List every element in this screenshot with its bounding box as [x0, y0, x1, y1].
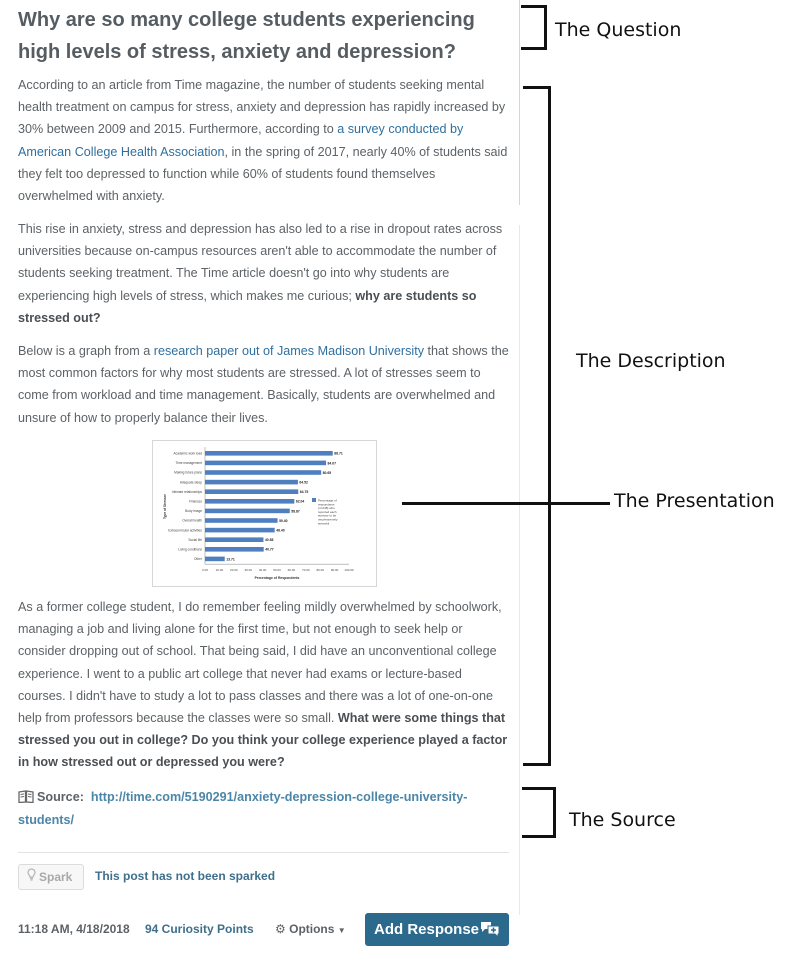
post-title: Why are so many college students experiencing high levels of stress, anxiety and depression?	[18, 9, 475, 63]
paragraph-experience-text: As a former college student, I do remember feeling mildly overwhelmed by schoolwork, managing a job and living alone for the first time, but not enough to seek help or consider dropping out of school. That being said, I did have an unconventional college experience. I went to a public art college that never had exams or lecture-based courses. I didn't have to study a lot to pass classes and there was a lot of one-on-one help from professors because the classes were so small.	[18, 600, 502, 726]
curiosity-points-link[interactable]: 94 Curiosity Points	[145, 922, 254, 936]
chart-bar	[205, 518, 278, 523]
question-bracket	[521, 5, 547, 50]
paragraph-graph-text-end: that shows the most common factors for why most students are stressed. A lot of stresses seem to come from workload and time management. Basically, students are overwhelmed and unsure of how to properly balance their lives.	[18, 344, 509, 425]
source-line	[18, 786, 512, 831]
chart-bar	[205, 547, 264, 552]
chart-x-axis-label: Percentage of Respondents	[254, 576, 300, 581]
options-label: Options	[289, 922, 335, 936]
chart-bar	[205, 461, 326, 466]
caret-down-icon: ▼	[337, 926, 346, 935]
lightbulb-icon	[27, 865, 36, 889]
presentation-pointer-line	[402, 502, 610, 505]
chart-x-tick: 100.00	[344, 568, 354, 573]
column-divider	[519, 0, 520, 205]
label-the-description: The Description	[576, 350, 726, 372]
paragraph-graph-intro	[18, 340, 512, 429]
paragraph-graph-text: Below is a graph from a	[18, 344, 154, 358]
question-bold-1: why are students so stressed out?	[18, 288, 477, 325]
chart-category-label: Making future plans	[174, 470, 202, 475]
chart-bar	[205, 499, 294, 504]
chart-x-tick: 60.00	[287, 568, 296, 573]
source-bracket	[522, 787, 556, 838]
chart-bar	[205, 470, 321, 475]
label-the-source: The Source	[569, 809, 676, 831]
post-timestamp: 11:18 AM, 4/18/2018	[18, 922, 130, 936]
paragraph-experience	[18, 596, 512, 774]
spark-label: Spark	[39, 870, 73, 884]
survey-link[interactable]: a survey conducted by American College Health Association	[18, 122, 464, 159]
book-icon	[18, 790, 34, 803]
chart-category-label: Adequate sleep	[179, 480, 202, 485]
chart-x-tick: 90.00	[330, 568, 339, 573]
chart-y-axis-label: Type of Stressor	[163, 494, 167, 520]
chart-data-label: 88.71	[334, 451, 343, 456]
chart-category-label: Social life	[188, 537, 202, 542]
add-response-label: Add Response	[374, 921, 480, 938]
chart-x-tick: 80.00	[316, 568, 324, 573]
column-divider-lower	[519, 225, 520, 915]
chart-category-label: Extracurricular activities	[168, 528, 202, 533]
footer-separator	[18, 852, 509, 853]
chart-bar	[205, 528, 275, 533]
spark-status: This post has not been sparked	[95, 869, 276, 883]
chart-bar	[205, 557, 225, 562]
chart-data-label: 58.87	[291, 509, 300, 514]
add-response-button[interactable]	[365, 913, 509, 946]
question-bold-2: What were some things that stressed you out in college? Do you think your college experience played a factor in how stressed out or depressed you were?	[18, 711, 508, 770]
paragraph-intro	[18, 74, 512, 207]
chart-legend-text: Percentage of respondents (n=248) who reported each stressor to be very/extremely stressful	[318, 498, 338, 526]
paragraph-dropout	[18, 218, 512, 329]
chart-category-label: Time management	[175, 461, 202, 466]
chart-x-tick: 40.00	[258, 568, 267, 573]
chart-x-tick: 20.00	[230, 568, 238, 573]
chart-data-label: 64.75	[299, 490, 309, 495]
spark-button[interactable]	[18, 864, 84, 890]
chart-x-tick: 0.00	[202, 568, 208, 573]
paragraph-dropout-text: This rise in anxiety, stress and depression has also led to a rise in dropout rates across universities because on-campus resources aren't able to accommodate the number of students seeking treatment. The Time article doesn't go into why students are experiencing high levels of stress, which makes me curious;	[18, 222, 503, 303]
chart-category-label: Intimate relationships	[171, 489, 202, 494]
chart-x-tick: 30.00	[244, 568, 252, 573]
chart-bar	[205, 451, 333, 456]
chart-legend-swatch	[312, 498, 316, 502]
chart-category-label: Body image	[185, 509, 202, 514]
chart-data-label: 40.58	[264, 538, 274, 543]
gear-icon: ⚙	[275, 922, 286, 936]
chart-data-label: 40.77	[265, 547, 274, 552]
chart-category-label: Finances	[189, 499, 202, 504]
chart-data-label: 13.71	[226, 557, 235, 562]
research-paper-link[interactable]: research paper out of James Madison University	[153, 344, 424, 358]
add-comment-icon	[480, 921, 500, 938]
label-the-question: The Question	[555, 19, 682, 41]
chart-bar	[205, 509, 290, 514]
chart-category-label: Overall health	[182, 518, 202, 523]
chart-x-tick: 10.00	[215, 568, 224, 573]
chart-data-label: 64.52	[299, 480, 308, 485]
chart-category-label: Living conditions	[178, 547, 202, 552]
stressor-chart	[152, 440, 377, 587]
source-label: Source:	[37, 790, 84, 804]
chart-data-label: 80.65	[322, 470, 332, 475]
chart-bar	[205, 537, 263, 542]
options-dropdown[interactable]	[275, 922, 346, 936]
chart-data-label: 48.40	[276, 528, 285, 533]
chart-x-tick: 70.00	[302, 568, 310, 573]
source-url[interactable]: http://time.com/5190291/anxiety-depression-college-university-students/	[18, 790, 468, 827]
chart-svg	[153, 441, 376, 586]
paragraph-intro-text-end: , in the spring of 2017, nearly 40% of students said they felt too depressed to function while 60% of students found themselves overwhelmed with anxiety.	[18, 144, 508, 204]
chart-category-label: Academic work load	[173, 451, 202, 456]
description-bracket	[523, 86, 551, 766]
chart-data-label: 50.40	[279, 518, 288, 523]
chart-category-label: Other	[194, 557, 202, 562]
chart-data-label: 84.07	[327, 461, 337, 466]
label-the-presentation: The Presentation	[614, 490, 775, 512]
paragraph-intro-text: According to an article from Time magazine, the number of students seeking mental health treatment on campus for stress, anxiety and depression has rapidly increased by 30% between 2009 and 2015. Furthermore, according to	[18, 78, 506, 137]
chart-bar	[205, 480, 298, 485]
chart-bar	[205, 489, 298, 494]
chart-data-label: 62.04	[295, 499, 305, 504]
chart-x-tick: 50.00	[273, 568, 281, 573]
